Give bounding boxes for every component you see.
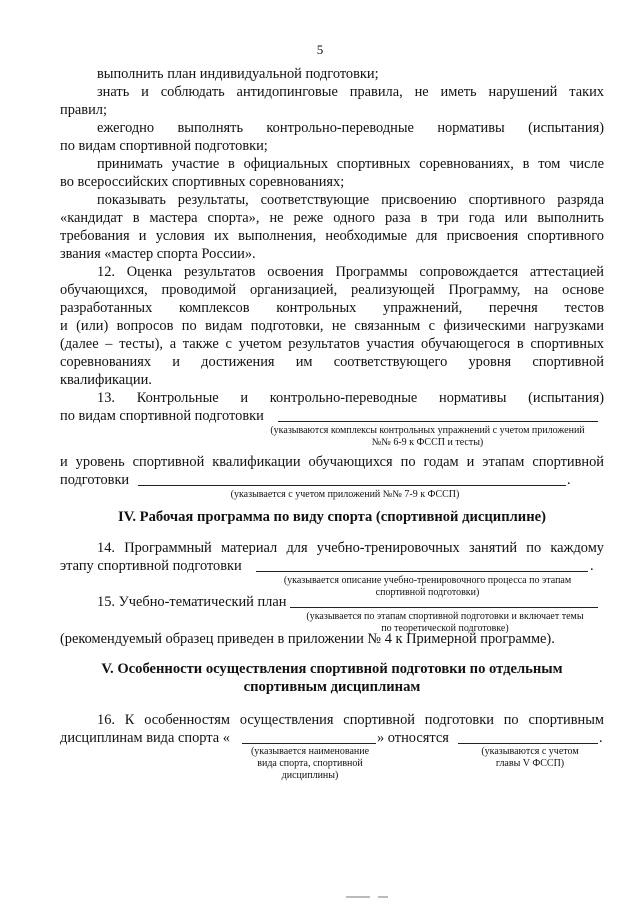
text-line: соревнованиях и достижения им соответствующего уровня спортивной [60, 354, 604, 370]
text-line: требования и условия их выполнения, необходимые для присвоения спортивного [60, 228, 604, 244]
section-heading: IV. Рабочая программа по виду спорта (спортивной дисциплине) [118, 509, 546, 525]
footnote-label: главы V ФССП) [495, 758, 565, 769]
text-line: 14. Программный материал для учебно-тренировочных занятий по каждому [97, 540, 604, 556]
text-line: . [567, 472, 571, 488]
text-line: принимать участие в официальных спортивных соревнованиях, в том числе [97, 156, 604, 172]
text-line: 13. Контрольные и контрольно-переводные нормативы (испытания) [97, 390, 604, 406]
text-line: 15. Учебно-тематический план [97, 594, 287, 610]
text-line: подготовки [60, 472, 130, 488]
text-line: квалификации. [60, 372, 152, 388]
text-line: по видам спортивной подготовки [60, 408, 264, 424]
footnote-label: (указывается наименование [250, 746, 370, 757]
footnote-label: (указывается описание учебно-тренировочного процесса по этапам [283, 575, 572, 586]
section-heading: V. Особенности осуществления спортивной подготовки по отдельным [101, 661, 563, 677]
footnote-label: спортивной подготовки) [375, 587, 480, 598]
fill-in-blank-line [138, 485, 566, 486]
text-line: и (или) вопросов по видам подготовки, не связанным с физическими нагрузками [60, 318, 604, 334]
footnote-label: (указываются с учетом [481, 746, 579, 757]
footnote-label: по теоретической подготовке) [381, 623, 509, 634]
text-line: обучающихся, проводимой организацией, реализующей Программу, на основе [60, 282, 604, 298]
text-line: » относятся [377, 730, 449, 746]
fill-in-blank-line [242, 743, 376, 744]
fill-in-blank-line [290, 607, 598, 608]
text-line: (рекомендуемый образец приведен в приложении № 4 к Примерной программе). [60, 631, 555, 647]
text-line: «кандидат в мастера спорта», не реже одного раза в три года или выполнить [60, 210, 604, 226]
text-line: дисциплинам вида спорта « [60, 730, 230, 746]
scan-artifact [378, 896, 388, 898]
text-line: (далее – тесты), а также с учетом результатов участия обучающегося в спортивных [60, 336, 604, 352]
text-line: разработанных комплексов контрольных упражнений, перечня тестов [60, 300, 604, 316]
scan-artifact [346, 896, 370, 898]
fill-in-blank-line [458, 743, 598, 744]
footnote-label: (указывается с учетом приложений №№ 7-9 к ФССП) [230, 489, 460, 500]
footnote-label: вида спорта, спортивной [257, 758, 363, 769]
text-line: по видам спортивной подготовки; [60, 138, 268, 154]
text-line: . [590, 558, 594, 574]
footnote-label: (указываются комплексы контрольных упражнений с учетом приложений [270, 425, 585, 436]
page-number: 5 [316, 42, 324, 57]
text-line: выполнить план индивидуальной подготовки; [97, 66, 379, 82]
fill-in-blank-line [256, 571, 588, 572]
text-line: показывать результаты, соответствующие присвоению спортивного разряда [97, 192, 604, 208]
fill-in-blank-line [278, 421, 598, 422]
text-line: 16. К особенностям осуществления спортивной подготовки по спортивным [97, 712, 604, 728]
footnote-label: дисциплины) [281, 770, 339, 781]
footnote-label: (указывается по этапам спортивной подготовки и включает темы [306, 611, 584, 622]
section-heading: спортивным дисциплинам [243, 679, 421, 695]
text-line: и уровень спортивной квалификации обучающихся по годам и этапам спортивной [60, 454, 604, 470]
text-line: звания «мастер спорта России». [60, 246, 256, 262]
text-line: знать и соблюдать антидопинговые правила, не иметь нарушений таких [97, 84, 604, 100]
text-line: правил; [60, 102, 107, 118]
text-line: этапу спортивной подготовки [60, 558, 242, 574]
footnote-label: №№ 6-9 к ФССП и тесты) [371, 437, 484, 448]
text-line: 12. Оценка результатов освоения Программы сопровождается аттестацией [97, 264, 604, 280]
text-line: . [599, 730, 603, 746]
text-line: ежегодно выполнять контрольно-переводные нормативы (испытания) [97, 120, 604, 136]
text-line: во всероссийских спортивных соревнованиях; [60, 174, 345, 190]
